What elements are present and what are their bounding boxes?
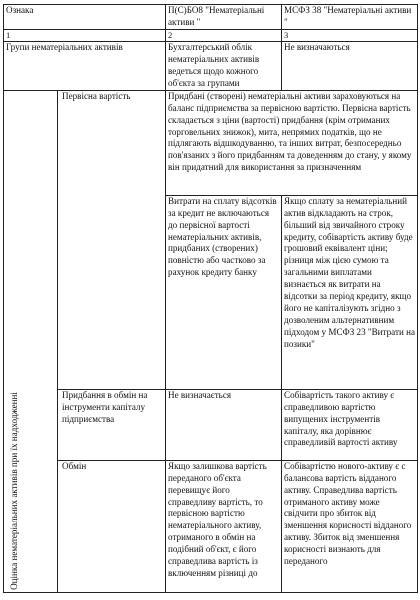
capital-label: Придбання в обмін на інструменти капіталу підприємства — [58, 389, 166, 460]
exchange-row — [4, 460, 418, 592]
header-row — [4, 5, 418, 30]
col-number-2: 2 — [166, 29, 282, 41]
capital-row — [4, 389, 418, 460]
col-number-1: 1 — [4, 29, 166, 41]
number-row — [4, 29, 418, 41]
side-label-text: Оцінка нематеріальних активів при їх надходженні — [9, 391, 19, 590]
initial-cost-common-text: Придбані (створені) нематеріальні активи зараховуються на баланс підприємства за первісною вартістю. Первісна вартість складається з ціни (вартості) придбання (крім отриманих торговельних знижок), мита, непрямих податків, що не підлягають відшкодуванню, та інших витрат, безпосередньо пов'язаних з його придбанням та доведенням до стану, у якому він придатний для використання за призначенням — [166, 90, 418, 195]
exchange-msfz: Собівартістю нового-активу є с балансова вартість відданого активу. Справедлива вартість отриманого активу може свідчити про збиток від зменшення корисності відданого активу. Збиток від зменшення корисності визнають для переданого — [282, 460, 418, 592]
initial-cost-msfz: Якщо сплату за нематеріальний актив відкладають на строк, більший від звичайного строку кредиту, собівартість активу буде грошовий еквівалент ціни; різниця між цією сумою та загальними виплатами визнається як витрати на відсотки за період кредиту, якщо його не капіталізують згідно з дозволеним альтернативним підходом у МСФЗ 23 "Витрати на позики" — [282, 195, 418, 389]
groups-msfz: Не визначаються — [282, 41, 418, 90]
initial-cost-label: Первісна вартість — [58, 90, 166, 389]
comparison-table — [3, 4, 418, 593]
side-label-cell — [4, 90, 58, 592]
header-psbo: П(С)БО8 "Нематеріальні активи " — [166, 5, 282, 30]
groups-psbo: Бухгалтерський облік нематеріальних активів ведеться щодо кожного об'єкта за групами — [166, 41, 282, 90]
exchange-label: Обмін — [58, 460, 166, 592]
initial-cost-row-a — [4, 90, 418, 195]
groups-row — [4, 41, 418, 90]
header-feature: Ознака — [4, 5, 166, 30]
groups-label: Групи нематеріальних активів — [4, 41, 166, 90]
exchange-psbo: Якщо залишкова вартість переданого об'єкта перевищує його справедливу вартість, то первісною вартістю нематеріального активу, отриманого в обмін на подібний об'єкт, є його справедлива вартість із включенням різниці до — [166, 460, 282, 592]
capital-msfz: Собівартість такого активу є справедливою вартістю випущених інструментів капіталу, яка дорівнює справедливій вартості активу — [282, 389, 418, 460]
capital-psbo: Не визначається — [166, 389, 282, 460]
initial-cost-psbo: Витрати на сплату відсотків за кредит не включаються до первісної вартості нематеріальних активів, придбаних (створених) повністю або частково за рахунок кредиту банку — [166, 195, 282, 389]
col-number-3: 3 — [282, 29, 418, 41]
header-msfz: МСФЗ 38 "Нематеріальні активи " — [282, 5, 418, 30]
